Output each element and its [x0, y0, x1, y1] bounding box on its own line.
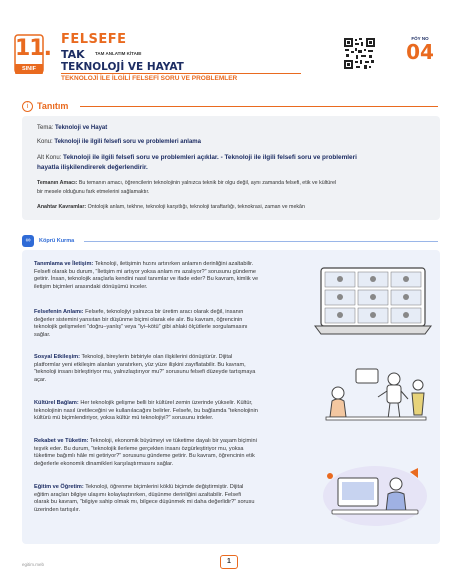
tema-row: Tema: Teknoloji ve Hayat	[37, 125, 108, 131]
footer-source: egitim.meb	[22, 562, 45, 567]
paragraph-felsefe: Felsefenin Anlamı: Felsefe, teknolojiyi yalnızca bir üretim aracı olarak değil, insanın değerler sistemini yansıtan bir düşünme biçimi olarak ele alır. Bu kavram, öğrencinin teknolojik gelişmeleri “doğru–yanlış” veya “iyi–kötü” gibi ahlaki ölçütlerle sorgulamasını sağlar.	[34, 309, 248, 339]
kopru-section-title: ∞ Köprü Kurma	[22, 234, 74, 248]
header-divider	[61, 73, 301, 74]
paragraph-egitim: Eğitim ve Öğretim: Teknoloji, öğrenme biçimlerini köklü biçimde değiştirmiştir. Dijital eğitim araçları bilgiye ulaşımı kolaylaştırırken, düşünme derinliğini azaltabilir. Felsefi olarak bu kavram, “bilgiye sahip olmak mı, bilgece düşünmek mi daha değerlidir?” sorusu üzerinden tartışılır.	[34, 484, 255, 514]
tanim-divider	[80, 106, 438, 107]
kopru-divider	[84, 241, 438, 242]
page-header	[0, 0, 460, 92]
paragraph-iletisim: Tanımlama ve İletişim: Teknoloji, iletişimin hızını artırırken anlamın derinliğini azaltabilir. Felsefi olarak bu durum, “İletişim mi artıyor yoksa anlam mı azalıyor?” sorusunu gündeme getirir. İnsan, teknolojik araçlarla kendini nasıl tanımlar ve ifade eder? Bu kavram, kimlik ve iletişim biçimleri arasındaki dönüşümü inceler.	[34, 261, 259, 291]
video-call-illustration	[313, 262, 433, 342]
grade-number: 11.	[15, 36, 51, 61]
altkonu-row-2: hayatla ilişkilendirerek değerlendirir.	[37, 164, 148, 171]
tak-label: TAK	[61, 48, 85, 61]
subject-title: FELSEFE	[61, 32, 127, 47]
paragraph-sosyal: Sosyal Etkileşim: Teknoloji, bireylerin birbiriyle olan ilişkilerini dönüştürür. Dijital platformlar yeni etkileşim alanları yaratırken, yüz yüze ilişkini zayıflatabilir. Bu kavram, “teknoloji insanı birleştiriyor mu, yalnızlaştırıyor mu?” sorusunu felsefi düzeyde tartışmaya açar.	[34, 354, 256, 384]
education-illustration	[318, 462, 432, 530]
link-icon: ∞	[22, 235, 34, 247]
konu-row: Konu: Teknoloji ile ilgili felsefi soru ve problemleri anlama	[37, 139, 201, 145]
page-number: 1	[220, 555, 238, 569]
robot-illustration	[322, 365, 430, 433]
foy-no-label: FÖY NO	[411, 36, 429, 41]
amac-row: Temanın Amacı: Bu temanın amacı, öğrencilerin teknolojinin yalnızca teknik bir olgu değil, aynı zamanda felsefi, etik ve kültürel	[37, 180, 337, 186]
subtopic-title: TEKNOLOJİ İLE İLGİLİ FELSEFİ SORU VE PROBLEMLER	[61, 75, 238, 82]
kavram-row: Anahtar Kavramlar: Ontolojik anlam, tekhne, teknoloji karşıtlığı, teknoloji taraftarlığı, teknokrasi, zaman ve mekân	[37, 204, 305, 210]
tanim-section-title: i Tanıtım	[22, 98, 68, 114]
paragraph-kultur: Kültürel Bağlam: Her teknolojik gelişme belli bir kültürel zemin üzerinde yükselir. Kültür, teknolojinin nasıl üretileceğini ve kullanılacağını belirler. Felsefe, bu bağlamda “teknolojinin kültürü mü biçimlendiriyor, yoksa kültür mü teknolojiyi?” sorusunu irdeler.	[34, 400, 258, 422]
qr-code[interactable]	[343, 37, 376, 70]
grade-word: SINIF	[15, 64, 43, 74]
tak-subtitle: TAM ANLATIM KİTABI	[95, 51, 142, 56]
topic-title: TEKNOLOJİ VE HAYAT	[61, 61, 184, 73]
amac-row-2: bir mesele olduğunu fark etmelerini sağlamaktır.	[37, 189, 150, 195]
altkonu-row: Alt Konu: Teknoloji ile ilgili felsefi soru ve problemleri açıklar. - Teknoloji ile ilgili felsefi soru ve problemleri	[37, 154, 357, 161]
paragraph-rekabet: Rekabet ve Tüketim: Teknoloji, ekonomik büyümeyi ve tüketime dayalı bir yaşam biçimini teşvik eder. Bu durum, “teknolojik ilerleme gerçekten insanı özgürleştiriyor mu, yoksa tüketime bağımlı hâle mi getiriyor?” sorusunu gündeme getirir. Bu kavram, öğrencinin etik değerlerle ekonomik dinamikleri karşılaştırmasını sağlar.	[34, 438, 257, 468]
foy-number: 04	[406, 40, 434, 64]
info-icon: i	[22, 101, 33, 112]
